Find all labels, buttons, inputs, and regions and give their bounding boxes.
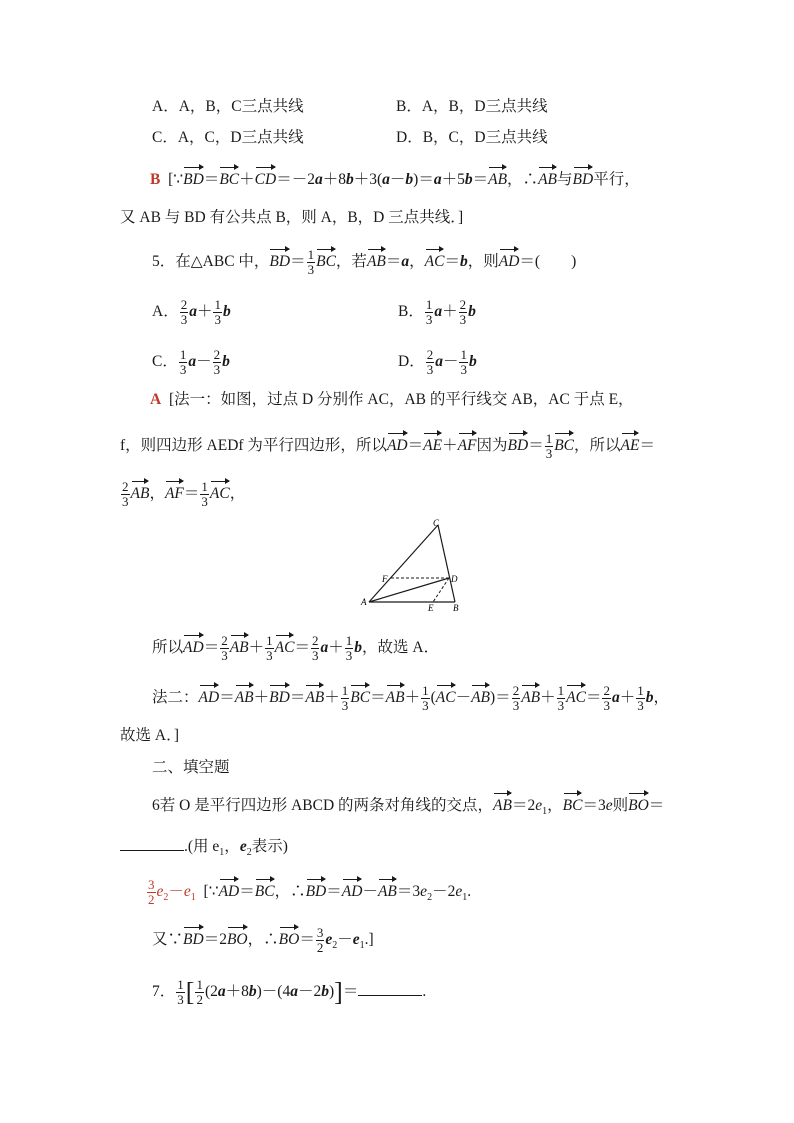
q5-method2-label: 法二：	[152, 689, 199, 707]
q4-solution-line2	[120, 208, 463, 228]
q5-option-c-label: C．	[152, 353, 178, 371]
q5-option-d-label: D．	[398, 353, 425, 371]
q5-stem: 5．在△ABC 中，BD＝ $\frac{1}{3}$ BC，若AB＝a，AC＝b，则AD＝( )	[152, 247, 577, 277]
q5-answer: A	[150, 391, 162, 408]
q5-option-d: D． $\frac{2}{3}$ a－ $\frac{1}{3}$ b	[398, 347, 477, 377]
q5-method1-line3: $\frac{2}{3}$ AB，AF＝ $\frac{1}{3}$ AC，	[122, 479, 246, 509]
section-title	[152, 758, 230, 778]
q6-solution-line2: 又∵BD＝2BO，∴BO＝ $\frac{3}{2}$ $e_2-e_1$.]	[152, 925, 374, 955]
q4-solution-line2-text: 又 AB 与 BD 有公共点 B，则 A，B，D 三点共线．]	[120, 209, 464, 226]
q5-conclusion1: 所以AD＝ $\frac{2}{3}$ AB＋ $\frac{1}{3}$ AC＝ $\frac{2}{3}$ a＋ $\frac{1}{3}$ b，故选 A．	[152, 633, 440, 663]
q5-method1-text: [法一：如图，过点 D 分别作 AC，AB 的平行线交 AB，AC 于点 E，	[168, 391, 634, 408]
q4-solution-line1: B [∵BD＝BC＋CD＝－2a＋8b＋3(a－b)＝a＋5b＝AB，∴AB与BD平行，	[150, 171, 640, 188]
q4-answer: B	[150, 171, 161, 188]
q5-option-b: B． $\frac{1}{3}$ a＋ $\frac{2}{3}$ b	[398, 297, 476, 327]
label-a: A	[361, 597, 367, 607]
q4-option-a	[152, 97, 304, 117]
label-e: E	[428, 603, 434, 613]
q6-stem-b: (用 e	[187, 838, 220, 855]
q4-option-c	[152, 128, 304, 148]
section-title-text: 二、填空题	[152, 759, 230, 776]
q6-stem-line2: .(用 $e_1$，$e_2$表示)	[120, 836, 288, 863]
q7-number: 7．	[152, 983, 176, 1001]
q5-method1-line1	[150, 390, 634, 410]
q4-option-b-text: B．A，B，D三点共线	[396, 98, 548, 115]
q5-method2-end	[120, 726, 179, 746]
label-c: C	[433, 518, 440, 528]
label-f: F	[382, 574, 388, 584]
q5-method2-end-text: 故选 A．]	[120, 727, 179, 744]
q5-option-b-label: B．	[398, 303, 424, 321]
q6-stem: 6若 O 是平行四边形 ABCD 的两条对角线的交点，$AB=2e_1$，BC＝3e则BO＝	[152, 797, 665, 818]
q4-option-b	[396, 97, 548, 117]
q4-option-d	[396, 128, 548, 148]
q7-answer-blank	[358, 981, 422, 996]
q4-option-d-text: D．B，C，D三点共线	[396, 129, 548, 146]
q4-option-a-text: A．A，B，C三点共线	[152, 98, 304, 115]
q5-option-a: A． $\frac{2}{3}$ a＋ $\frac{1}{3}$ b	[152, 297, 231, 327]
edge-ac	[369, 525, 438, 602]
q6-stem-c: 表示)	[251, 838, 288, 855]
q5-option-a-label: A．	[152, 303, 179, 321]
triangle-figure	[360, 516, 470, 616]
q7-stem: 7． $\frac{1}{3}$ [ $\frac{1}{2}$ (2a＋8b)－(4a－2b)]＝ .	[152, 977, 427, 1007]
q6-stem-a: 6若 O 是平行四边形 ABCD 的两条对角线的交点，	[152, 797, 494, 814]
q5-method1-line2-prefix: f，则四边形 AEDf 为平行四边形，所以	[120, 437, 387, 455]
q5-conclude1-suffix: ，故选 A．	[362, 639, 440, 657]
q4-solution-tail: 平行，	[593, 171, 640, 188]
q4-option-c-text: C．A，C，D三点共线	[152, 129, 304, 146]
q5-stem-prefix: 5．在△ABC 中，	[152, 253, 270, 271]
q6-solution-line1: $\frac{3}{2}$ $e_2-e_1$ [∵AD＝BC，$\therefore BD=AD-AB=3e_2-2e_1$.	[148, 877, 472, 907]
q5-option-c: C． $\frac{1}{3}$ a－ $\frac{2}{3}$ b	[152, 347, 230, 377]
q5-method2: 法二：AD＝AB＋BD＝AB＋ $\frac{1}{3}$ BC＝AB＋ $\frac{1}{3}$ (AC－AB)＝ $\frac{2}{3}$ AB＋ $\frac{1}{3}$ AC＝ $\frac{2}{3}$ a＋ $\frac{1}{3}$ b，	[152, 683, 669, 713]
label-d: D	[451, 574, 458, 584]
segment-ad	[369, 578, 449, 602]
q5-conclude1-prefix: 所以	[152, 639, 184, 657]
q6-answer-blank	[120, 836, 184, 851]
q5-method1-line2: f，则四边形 AEDf 为平行四边形，所以AD＝AE＋AF因为BD＝ $\frac{1}{3}$ BC，所以AE＝	[120, 431, 655, 461]
label-b: B	[453, 603, 459, 613]
